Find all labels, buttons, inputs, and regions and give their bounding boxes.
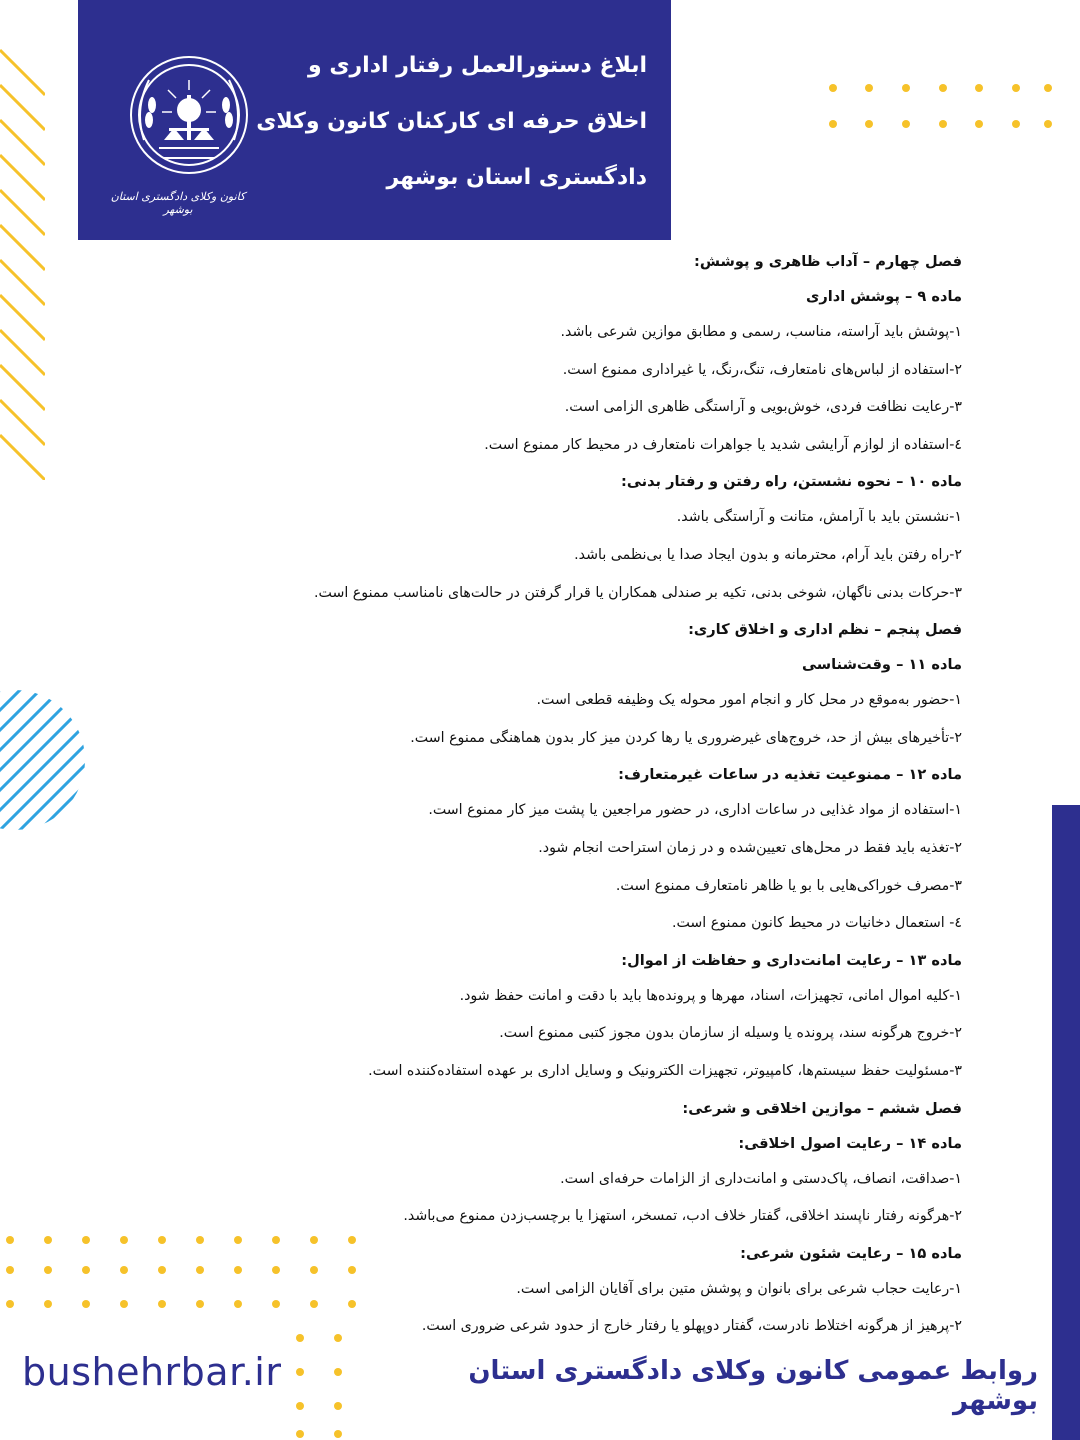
clause-item: ۱-رعایت حجاب شرعی برای بانوان و پوشش متین برای آقایان الزامی است. [516,1280,962,1297]
clause-item: ۱-کلیه اموال امانی، تجهیزات، اسناد، مهرها و پرونده‌ها باید با دقت و امانت حفظ شود. [459,987,962,1004]
footer-organization: روابط عمومی کانون وکلای دادگستری استان بوشهر [468,1356,1038,1416]
title-line-1: ابلاغ دستورالعمل رفتار اداری و [308,53,647,78]
clause-item: ۲-راه رفتن باید آرام، محترمانه و بدون ایجاد صدا یا بی‌نظمی باشد. [574,546,962,563]
clause-item: ۱-استفاده از مواد غذایی در ساعات اداری، در حضور مراجعین یا پشت میز کار ممنوع است. [428,802,962,819]
clause-item: ۲-تغذیه باید فقط در محل‌های تعیین‌شده و در زمان استراحت انجام شود. [538,839,962,856]
section-heading: فصل پنجم – نظم اداری و اخلاق کاری: [688,621,962,639]
clause-item: ۱-صداقت، انصاف، پاک‌دستی و امانت‌داری از الزامات حرفه‌ای است. [560,1170,962,1187]
right-blue-bar [1052,805,1080,1440]
clause-item: ٤- استعمال دخانیات در محیط کانون ممنوع است. [671,915,962,932]
yellow-stripes-decoration [0,40,45,480]
section-heading: ماده ۹ – پوشش اداری [805,288,962,305]
emblem-caption: کانون وکلای دادگستری استان بوشهر [110,190,246,216]
clause-item: ۲-پرهیز از هرگونه اختلاط نادرست، گفتار دوپهلو یا رفتار خارج از حدود شرعی ضروری است. [421,1318,962,1335]
clause-item: ۳-مصرف خوراکی‌هایی با بو یا ظاهر نامتعارف ممنوع است. [615,877,962,894]
clause-item: ۳-مسئولیت حفظ سیستم‌ها، کامپیوتر، تجهیزات الکترونیک و وسایل اداری بر عهده استفاده‌کننده است. [368,1062,962,1079]
clause-item: ٤-استفاده از لوازم آرایشی شدید یا جواهرات نامتعارف در محیط کار ممنوع است. [484,436,962,453]
section-heading: ماده ۱۱ – وقت‌شناسی [802,656,962,674]
section-heading: ماده ۱۳ – رعایت امانت‌داری و حفاظت از اموال: [621,951,962,969]
section-heading: ماده ۱۰ – نحوه نشستن، راه رفتن و رفتار بدنی: [621,473,962,491]
clause-item: ۳-رعایت نظافت فردی، خوش‌بویی و آراستگی ظاهری الزامی است. [564,399,962,416]
clause-item: ۱-حضور به‌موقع در محل کار و انجام امور محوله یک وظیفه قطعی است. [536,692,962,709]
section-heading: ماده ۱۲ – ممنوعیت تغذیه در ساعات غیرمتعارف: [618,766,962,784]
clause-item: ۲-هرگونه رفتار ناپسند اخلاقی، گفتار خلاف ادب، تمسخر، استهزا یا برچسب‌زدن ممنوع می‌باشد. [403,1208,962,1225]
section-heading: ماده ۱۴ – رعایت اصول اخلاقی: [738,1134,962,1152]
page-title [227,38,647,206]
title-line-3: دادگستری استان بوشهر [386,165,647,190]
section-heading: فصل ششم – موازین اخلاقی و شرعی: [682,1099,962,1117]
yellow-dots-decoration [826,78,1056,130]
clause-item: ۳-حرکات بدنی ناگهان، شوخی بدنی، تکیه بر صندلی همکاران یا قرار گرفتن در حالت‌های نامناسب ممنوع است. [314,584,962,601]
section-heading: ماده ۱۵ – رعایت شئون شرعی: [740,1244,962,1262]
section-heading: فصل چهارم – آداب ظاهری و پوشش: [694,253,962,270]
blue-striped-semicircle-decoration [0,690,90,830]
title-line-2: اخلاق حرفه ای کارکنان کانون وکلای [256,109,647,134]
header-banner [78,0,671,240]
clause-item: ۱-پوشش باید آراسته، مناسب، رسمی و مطابق موازین شرعی باشد. [560,324,962,340]
regulation-text [172,244,962,1346]
website-url[interactable]: bushehrbar.ir [22,1350,282,1394]
clause-item: ۲-خروج هرگونه سند، پرونده یا وسیله از سازمان بدون مجوز کتبی ممنوع است. [499,1025,962,1042]
yellow-dots-decoration-bottom [0,1230,360,1440]
clause-item: ۲-استفاده از لباس‌های نامتعارف، تنگ،رنگ، یا غیراداری ممنوع است. [562,361,962,378]
clause-item: ۱-نشستن باید با آرامش، متانت و آراستگی باشد. [676,509,962,526]
clause-item: ۲-تأخیرهای بیش از حد، خروج‌های غیرضروری یا رها کردن میز کار بدون هماهنگی ممنوع است. [410,729,962,746]
